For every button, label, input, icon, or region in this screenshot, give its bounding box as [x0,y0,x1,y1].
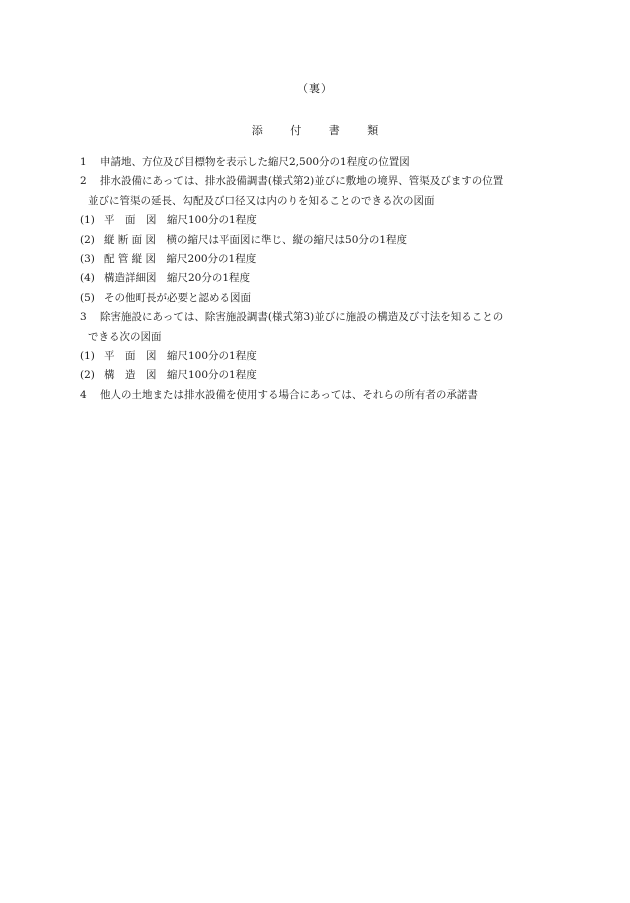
item-text: 構造詳細図 縮尺20分の1程度 [104,272,251,285]
item-text: 除害施設にあっては、除害施設調書(様式第3)並びに施設の構造及び寸法を知ることの [100,311,504,324]
item-continuation: 並びに管渠の延長、勾配及び口径又は内のりを知ることのできる次の図面 [88,194,435,207]
list-item [80,308,550,327]
item-number: 3 [80,311,87,324]
list-item [80,289,550,308]
item-number: (1) [80,214,95,227]
item-text: 排水設備にあっては、排水設備調書(様式第2)並びに敷地の境界、管渠及びますの位置 [100,175,504,188]
list-item [80,386,550,405]
item-number: (1) [80,350,95,363]
title-char: 添 [251,124,263,137]
list-item [80,153,550,172]
title-char: 付 [290,124,302,137]
item-text: その他町長が必要と認める図面 [104,291,251,304]
title-char: 書 [328,124,340,137]
item-number: (4) [80,272,95,285]
item-number: 2 [80,175,87,188]
item-text: 他人の土地または排水設備を使用する場合にあっては、それらの所有者の承諾書 [100,388,478,401]
title-char: 類 [367,124,379,137]
item-number: (3) [80,253,95,266]
item-number: 4 [80,388,87,401]
list-item [80,366,550,385]
list-item [80,172,550,191]
attachment-list [80,153,550,405]
item-number: (2) [80,233,95,246]
item-text: 平 面 図 縮尺100分の1程度 [104,350,257,363]
list-item [80,211,550,230]
list-item [80,250,550,269]
item-number: 1 [80,156,87,168]
list-item [80,231,550,250]
item-text: 申請地、方位及び目標物を表示した縮尺2,500分の1程度の位置図 [100,156,410,168]
item-number: (5) [80,291,95,304]
document-title [0,122,630,138]
page-side-label: （裏） [297,82,333,95]
item-text: 配 管 縦 図 縮尺200分の1程度 [104,253,257,266]
item-number: (2) [80,369,95,382]
item-text: 縦 断 面 図 横の縮尺は平面図に準じ、縦の縮尺は50分の1程度 [104,233,408,246]
list-item [80,347,550,366]
item-text: 平 面 図 縮尺100分の1程度 [104,214,257,227]
item-continuation: できる次の図面 [88,330,162,343]
item-text: 構 造 図 縮尺100分の1程度 [104,369,257,382]
list-item [80,269,550,288]
